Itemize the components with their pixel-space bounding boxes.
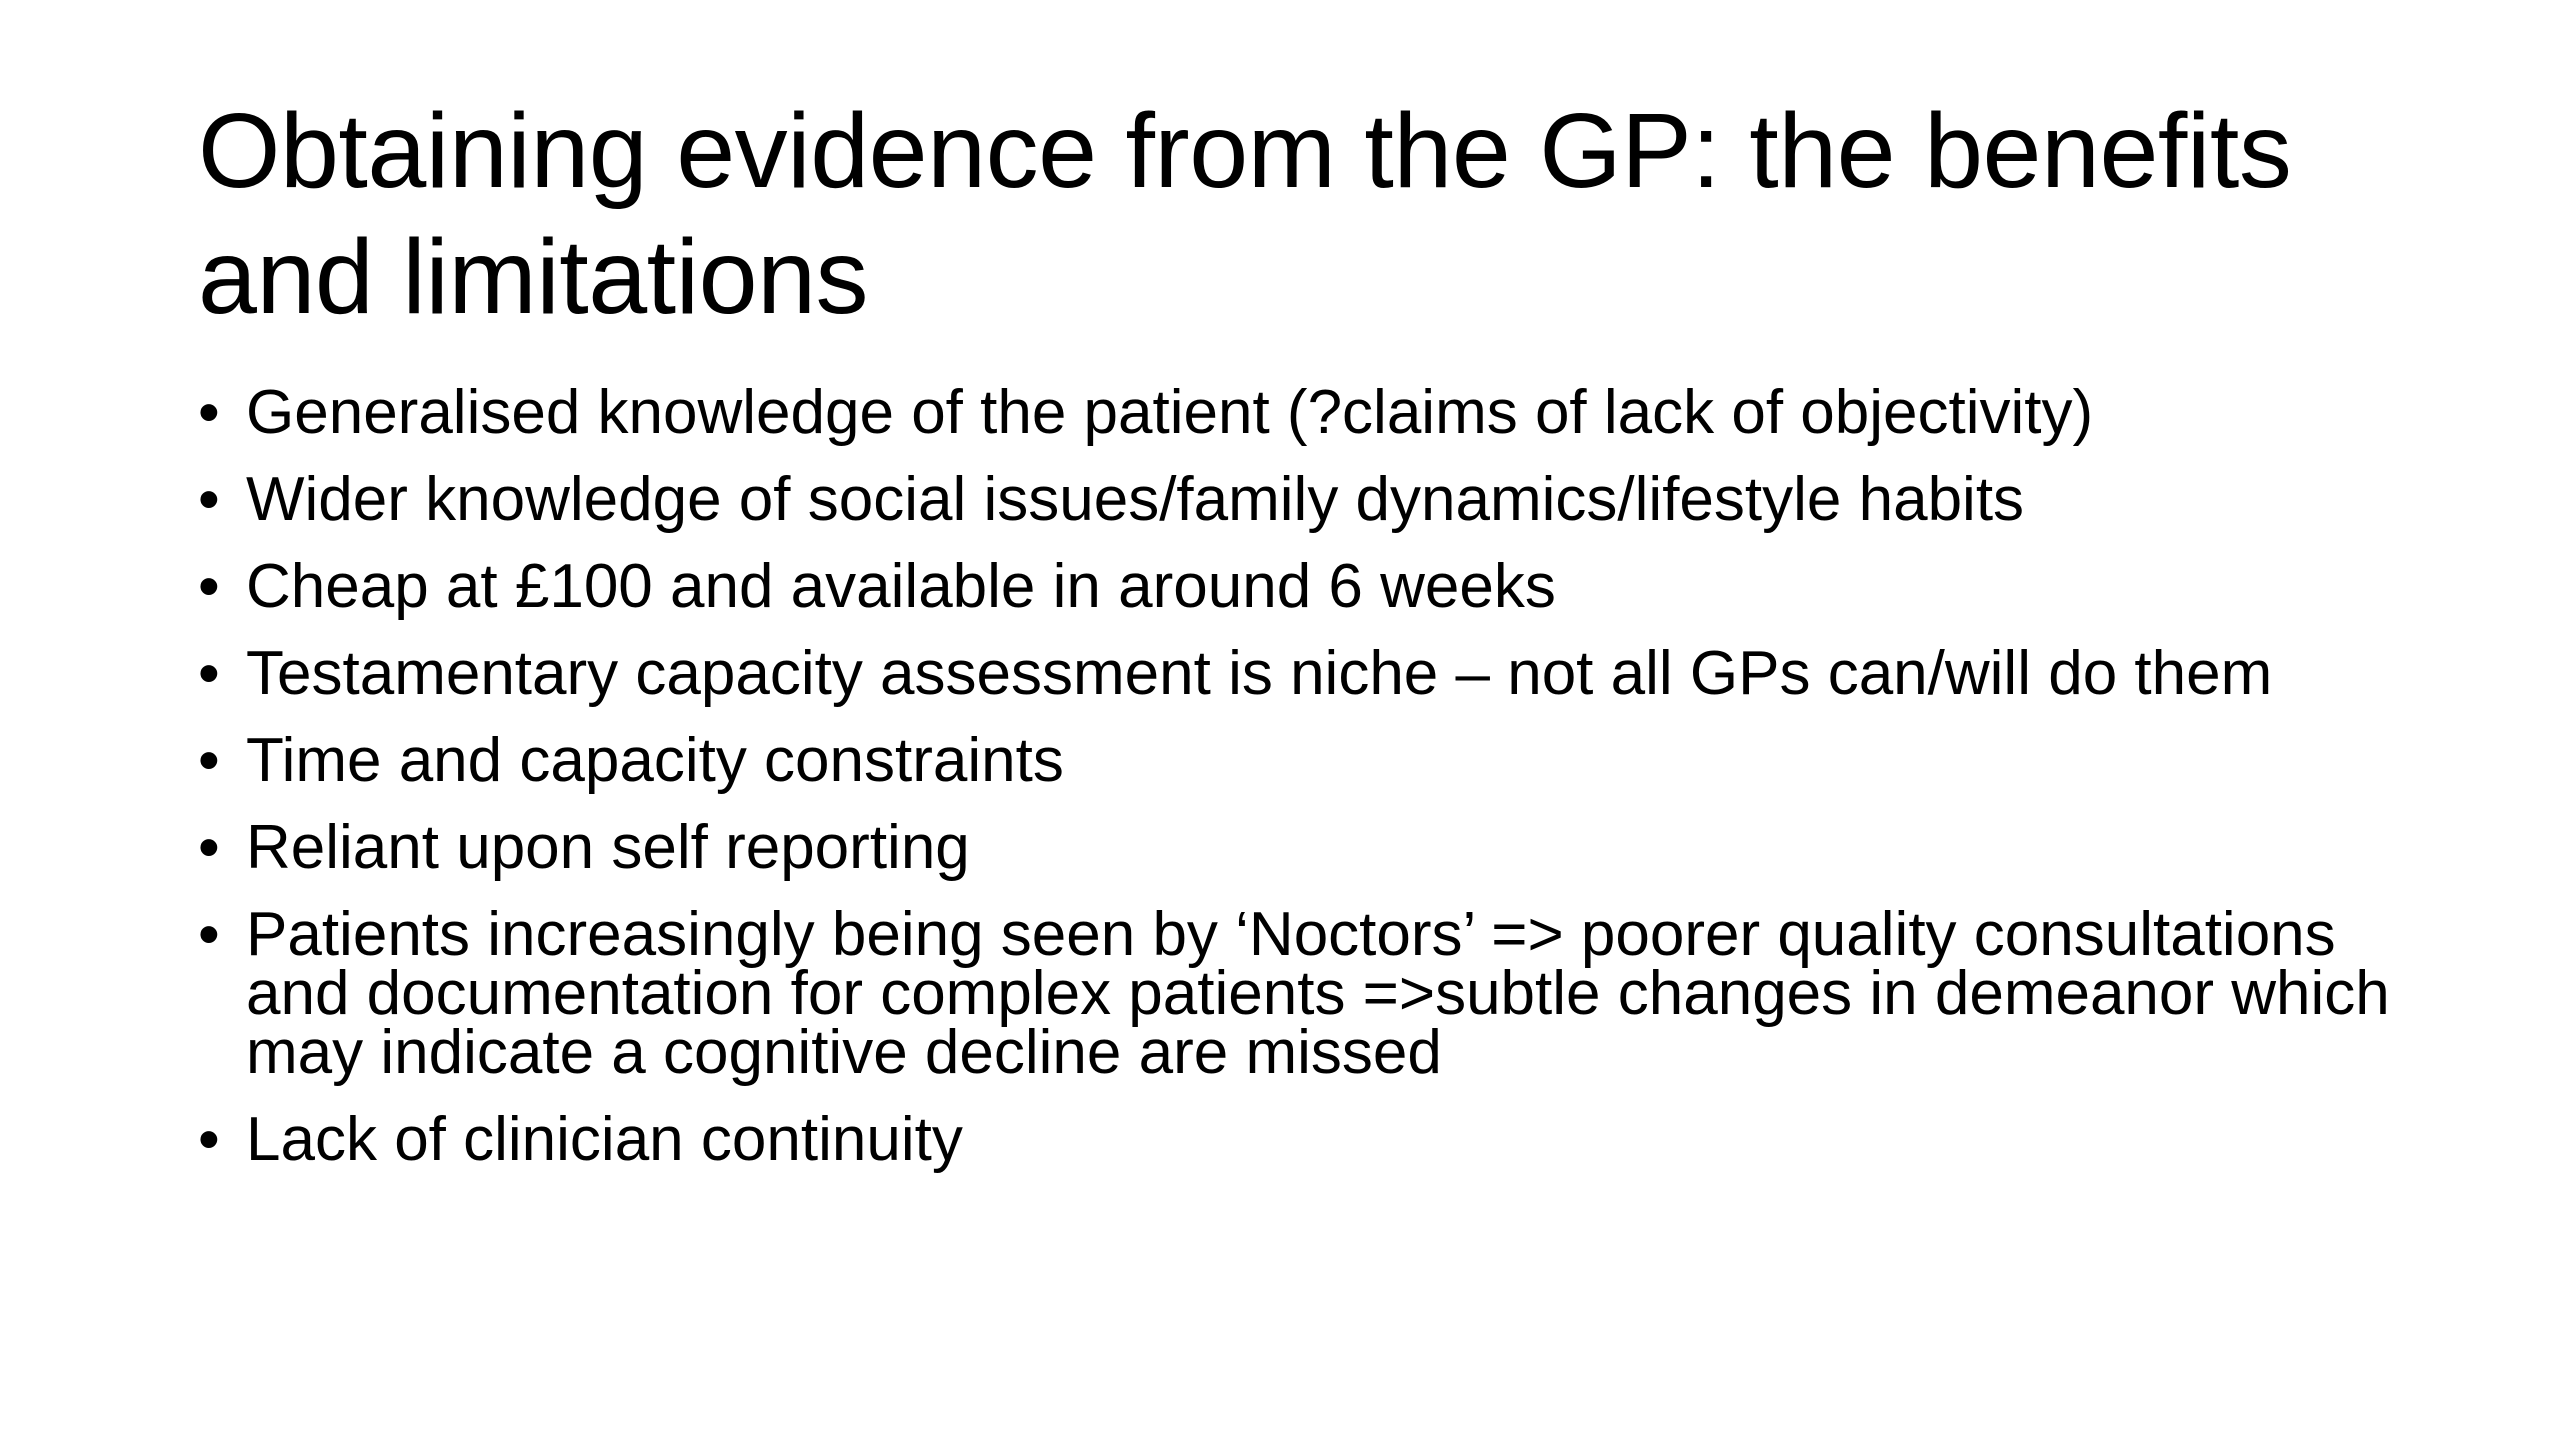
bullet-item [198,378,2398,447]
bullet-dot-icon: • [198,552,220,621]
bullet-text: Reliant upon self reporting [246,813,970,882]
bullet-dot-icon: • [198,378,220,447]
bullet-text: Cheap at £100 and available in around 6 weeks [246,552,1556,621]
bullet-item [198,465,2398,534]
bullet-dot-icon: • [198,900,220,969]
bullet-text: Time and capacity constraints [246,726,1064,795]
bullet-text: Wider knowledge of social issues/family dynamics/lifestyle habits [246,465,2025,534]
bullet-text: Generalised knowledge of the patient (?claims of lack of objectivity) [246,378,2094,447]
bullet-item [198,1105,2398,1174]
bullet-item [198,900,2398,1087]
bullet-dot-icon: • [198,1105,220,1174]
bullet-item [198,813,2398,882]
bullet-list [198,378,2398,1197]
bullet-text: Lack of clinician continuity [246,1105,963,1174]
bullet-dot-icon: • [198,465,220,534]
bullet-text: Patients increasingly being seen by ‘Noctors’ => poorer quality consultations and documentation for complex patients =>subtle changes in demeanor which may indicate a cognitive decline are missed [246,900,2390,1087]
bullet-dot-icon: • [198,726,220,795]
bullet-item [198,639,2398,708]
bullet-dot-icon: • [198,639,220,708]
slide-title: Obtaining evidence from the GP: the benefits and limitations [198,92,2292,336]
bullet-dot-icon: • [198,813,220,882]
bullet-item [198,726,2398,795]
bullet-text: Testamentary capacity assessment is niche – not all GPs can/will do them [246,639,2273,708]
bullet-item [198,552,2398,621]
